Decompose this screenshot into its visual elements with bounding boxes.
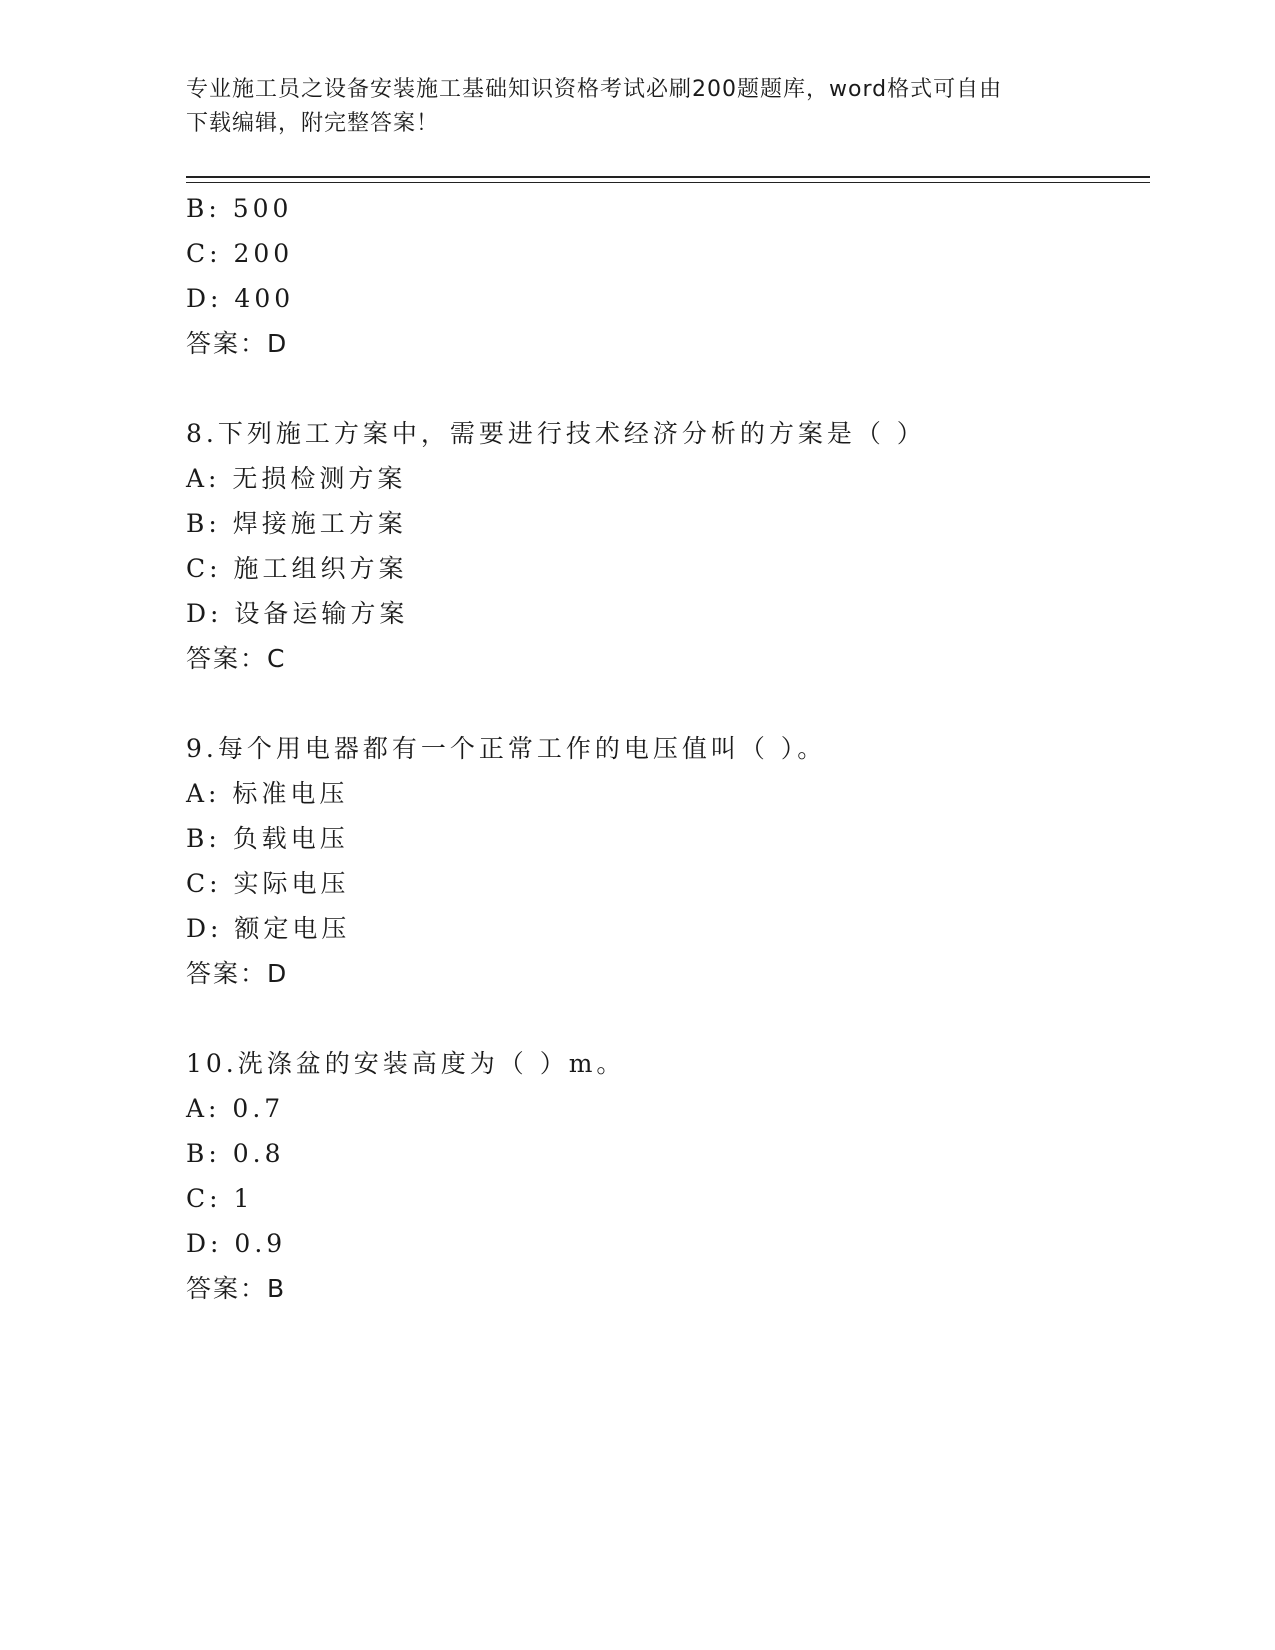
q9-option-b: B: 负载电压	[186, 824, 349, 853]
q10-question: 10.洗涤盆的安装高度为（ ）m。	[186, 1049, 626, 1078]
q9-answer: 答案：D	[186, 959, 289, 988]
header-divider-thin	[186, 182, 1150, 183]
q10-answer: 答案：B	[186, 1274, 287, 1303]
q9-question: 9.每个用电器都有一个正常工作的电压值叫（ ）。	[186, 734, 827, 763]
q7-option-d: D: 400	[186, 284, 295, 313]
q10-option-c: C: 1	[186, 1184, 254, 1213]
q8-option-c: C: 施工组织方案	[186, 554, 408, 583]
q8-option-d: D: 设备运输方案	[186, 599, 409, 628]
q9-option-c: C: 实际电压	[186, 869, 350, 898]
q7-option-b: B: 500	[186, 194, 293, 223]
q7-option-c: C: 200	[186, 239, 294, 268]
q10-option-d: D: 0.9	[186, 1229, 287, 1258]
q8-option-a: A: 无损检测方案	[186, 464, 407, 493]
header-line-2: 下载编辑，附完整答案！	[186, 111, 440, 136]
q9-option-d: D: 额定电压	[186, 914, 351, 943]
q10-option-b: B: 0.8	[186, 1139, 285, 1168]
q9-option-a: A: 标准电压	[186, 779, 349, 808]
q7-answer: 答案：D	[186, 329, 289, 358]
header-divider-thick	[186, 176, 1150, 178]
q10-option-a: A: 0.7	[186, 1094, 285, 1123]
q8-option-b: B: 焊接施工方案	[186, 509, 407, 538]
document-header	[186, 73, 1066, 141]
header-line-1: 专业施工员之设备安装施工基础知识资格考试必刷200题题库，word格式可自由	[186, 77, 1003, 102]
q8-answer: 答案：C	[186, 644, 287, 673]
q8-question: 8.下列施工方案中，需要进行技术经济分析的方案是（ ）	[186, 419, 926, 448]
